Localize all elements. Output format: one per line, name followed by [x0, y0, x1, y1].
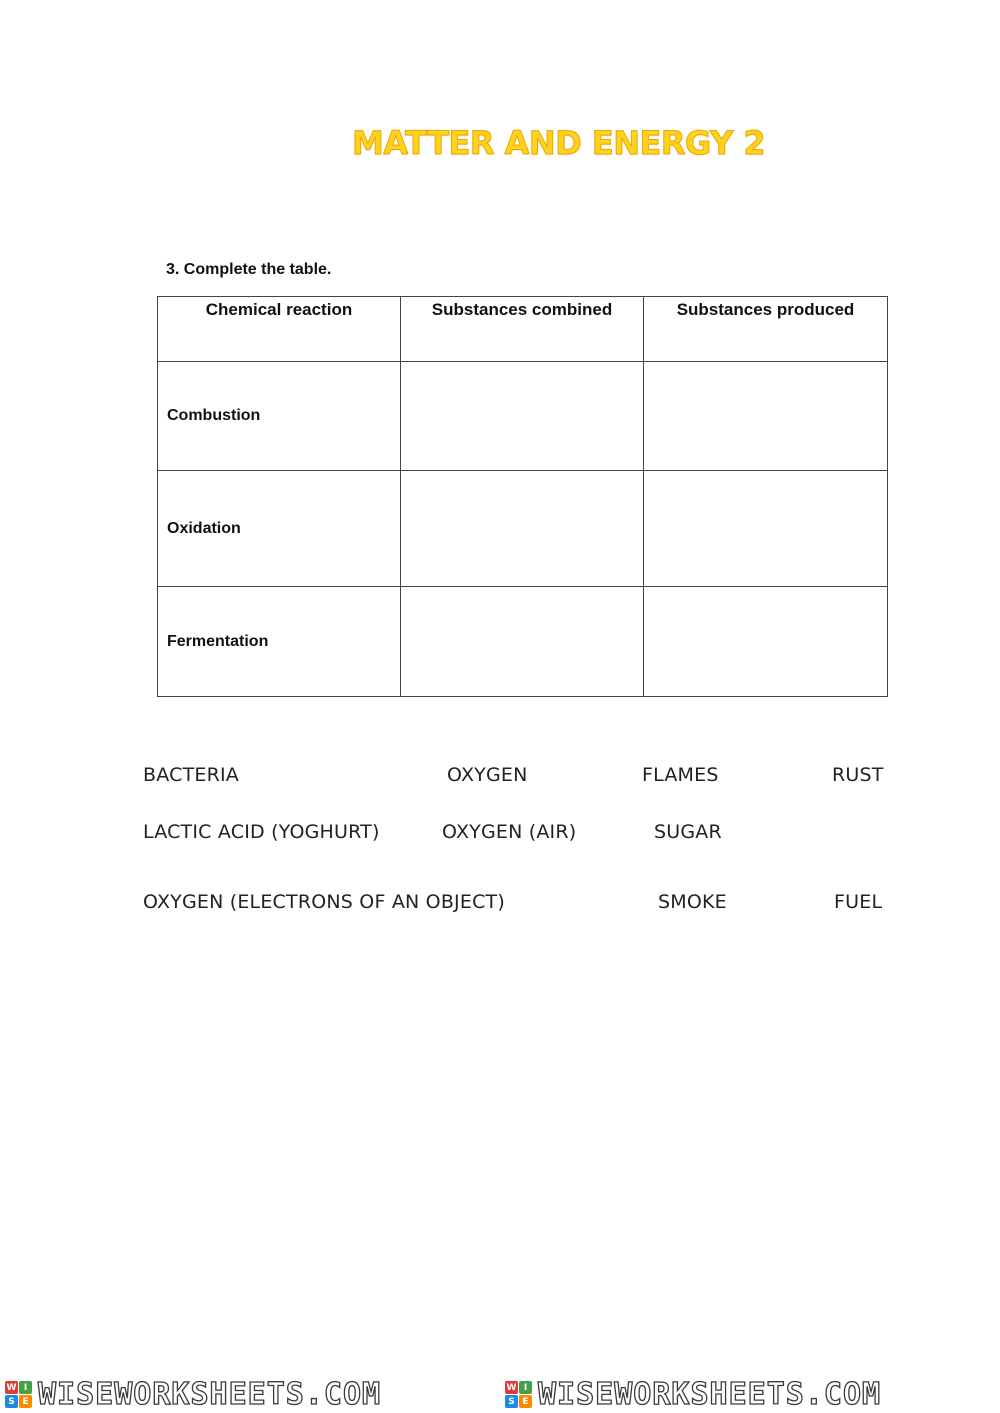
page-title: MATTER AND ENERGY 2 — [352, 124, 766, 162]
logo-icon — [505, 1381, 532, 1408]
word-bank-item[interactable]: FUEL — [834, 891, 883, 913]
column-header-combined: Substances combined — [401, 297, 644, 362]
word-bank-item[interactable]: FLAMES — [642, 764, 719, 786]
word-bank-item[interactable]: RUST — [832, 764, 884, 786]
produced-answer-cell[interactable] — [644, 587, 888, 697]
footer-watermark — [0, 1376, 1000, 1413]
table-row — [158, 587, 888, 697]
table-header-row — [158, 297, 888, 362]
logo-icon — [5, 1381, 32, 1408]
combined-answer-cell[interactable] — [401, 362, 644, 471]
column-header-produced: Substances produced — [644, 297, 888, 362]
combined-answer-cell[interactable] — [401, 587, 644, 697]
brand-text: WISEWORKSHEETS.COM — [38, 1377, 382, 1412]
logo-tile: E — [519, 1395, 532, 1408]
word-bank-item[interactable]: OXYGEN — [447, 764, 528, 786]
produced-answer-cell[interactable] — [644, 362, 888, 471]
worksheet-table — [157, 296, 888, 697]
word-bank-item[interactable]: LACTIC ACID (YOGHURT) — [143, 821, 380, 843]
table-row — [158, 471, 888, 587]
word-bank-item[interactable]: SUGAR — [654, 821, 722, 843]
logo-tile: W — [6, 1382, 17, 1393]
combined-answer-cell[interactable] — [401, 471, 644, 587]
reaction-label: Fermentation — [158, 587, 401, 697]
word-bank-item[interactable]: SMOKE — [658, 891, 727, 913]
column-header-reaction: Chemical reaction — [158, 297, 401, 362]
produced-answer-cell[interactable] — [644, 471, 888, 587]
brand-watermark — [500, 1377, 1000, 1412]
logo-tile: E — [19, 1395, 32, 1408]
word-bank-item[interactable]: BACTERIA — [143, 764, 239, 786]
logo-tile: S — [5, 1395, 18, 1408]
logo-tile: I — [519, 1381, 532, 1394]
reaction-label: Oxidation — [158, 471, 401, 587]
table-row — [158, 362, 888, 471]
word-bank-item[interactable]: OXYGEN (ELECTRONS OF AN OBJECT) — [143, 891, 505, 913]
reaction-label: Combustion — [158, 362, 401, 471]
logo-tile: I — [19, 1381, 32, 1394]
logo-tile: S — [505, 1395, 518, 1408]
exercise-instruction: 3. Complete the table. — [166, 261, 332, 278]
word-bank-item[interactable]: OXYGEN (AIR) — [442, 821, 577, 843]
brand-watermark — [0, 1377, 500, 1412]
brand-text: WISEWORKSHEETS.COM — [538, 1377, 882, 1412]
logo-tile: W — [506, 1382, 517, 1393]
